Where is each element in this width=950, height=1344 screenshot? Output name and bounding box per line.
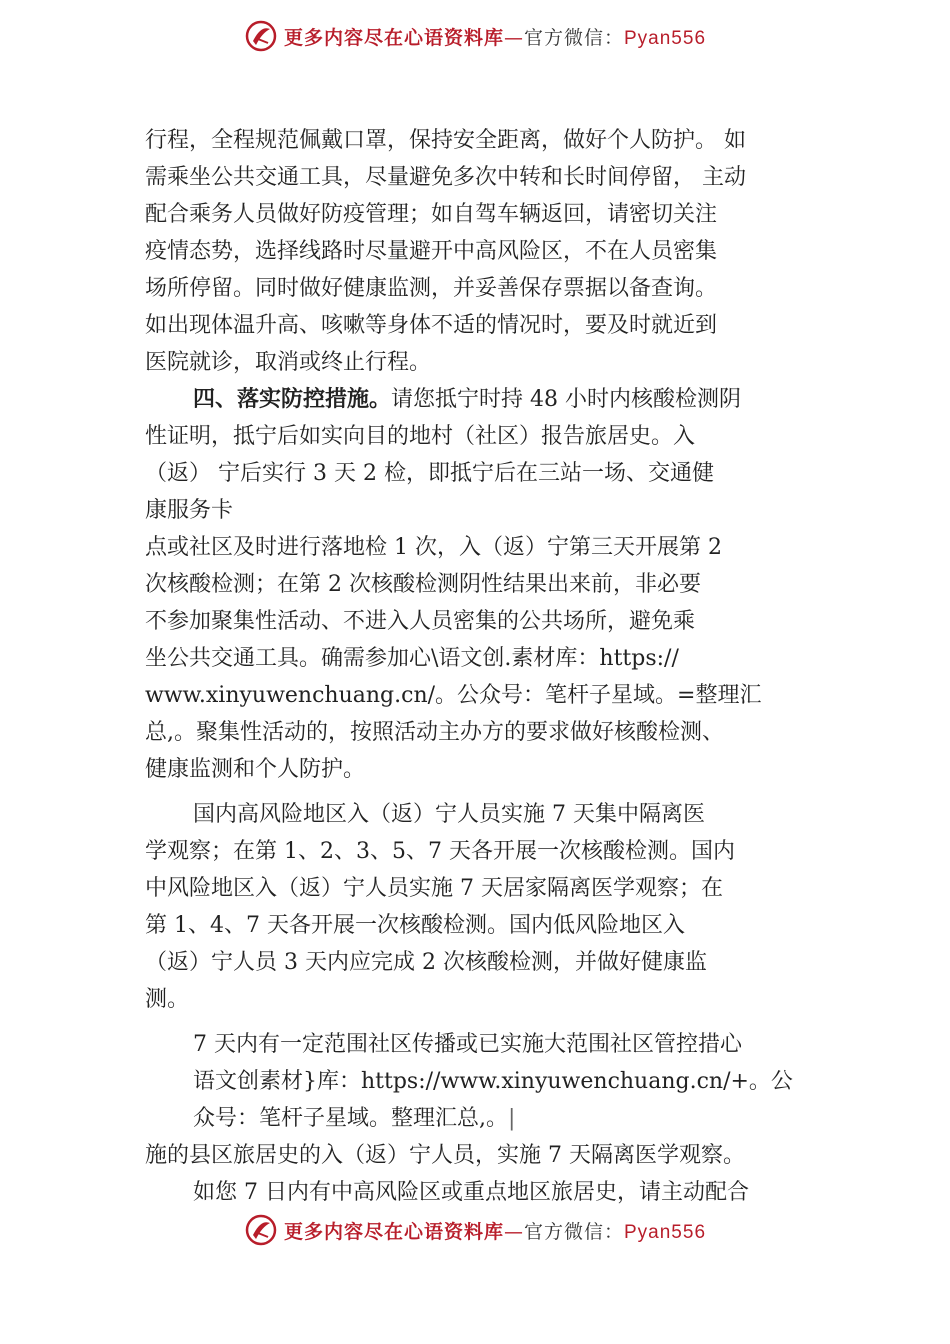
header-main-text: 更多内容尽在心语资料库	[283, 26, 504, 49]
footer-wechat-label: 官方微信：	[523, 1220, 624, 1243]
section-heading: 四、落实防控措施。	[193, 386, 392, 412]
paragraph-cooperate	[145, 1174, 835, 1211]
text-line: 中风险地区入（返）宁人员实施 7 天居家隔离医学观察；在	[145, 876, 723, 901]
footer-dash: —	[503, 1220, 524, 1243]
text-line: 性证明，抵宁后如实向目的地村（社区）报告旅居史。入	[145, 424, 696, 449]
text-line: 坐公共交通工具。确需参加心\语文创.素材库：https://	[145, 646, 679, 671]
text-line: 不参加聚集性活动、不进入人员密集的公共场所，避免乘	[145, 609, 696, 634]
text-span: 请您抵宁时持 48 小时内核酸检测阴	[391, 387, 741, 412]
document-body	[145, 122, 835, 1211]
text-line: 需乘坐公共交通工具，尽量避免多次中转和长时间停留， 主动	[145, 165, 746, 190]
text-line: 第 1、4、7 天各开展一次核酸检测。国内低风险地区入	[145, 913, 685, 938]
paragraph-travel	[145, 122, 835, 381]
header-text	[284, 23, 706, 50]
text-line	[145, 1100, 835, 1137]
text-line: 次核酸检测；在第 2 次核酸检测阴性结果出来前，非必要	[145, 572, 701, 597]
text-line: 疫情态势，选择线路时尽量避开中高风险区，不在人员密集	[145, 239, 718, 264]
text-line: 测。	[145, 987, 190, 1012]
text-cursor: |	[508, 1106, 516, 1131]
text-line: 医院就诊，取消或终止行程。	[145, 350, 432, 375]
text-line: 国内高风险地区入（返）宁人员实施 7 天集中隔离医	[193, 802, 705, 827]
text-line: 施的县区旅居史的入（返）宁人员，实施 7 天隔离医学观察。	[145, 1143, 745, 1168]
text-line: 行程，全程规范佩戴口罩，保持安全距离，做好个人防护。 如	[145, 128, 746, 153]
paragraph-measures	[145, 381, 835, 788]
footer-banner	[0, 1210, 950, 1250]
text-line: 如出现体温升高、咳嗽等身体不适的情况时，要及时就近到	[145, 313, 718, 338]
text-line: 点或社区及时进行落地检 1 次，入（返）宁第三天开展第 2	[145, 535, 722, 560]
text-line: 总,。聚集性活动的，按照活动主办方的要求做好核酸检测、	[145, 720, 724, 745]
text-line: 场所停留。同时做好健康监测，并妥善保存票据以备查询。	[145, 276, 718, 301]
text-line: 配合乘务人员做好防疫管理；如自驾车辆返回，请密切关注	[145, 202, 718, 227]
header-banner	[0, 16, 950, 56]
header-wechat-label: 官方微信：	[523, 26, 624, 49]
text-line: （返） 宁后实行 3 天 2 检，即抵宁后在三站一场、交通健	[145, 461, 714, 486]
paragraph-community	[145, 1026, 835, 1174]
logo-icon	[244, 1213, 278, 1247]
text-line: 如您 7 日内有中高风险区或重点地区旅居史，请主动配合	[193, 1180, 749, 1205]
text-line: 健康监测和个人防护。	[145, 757, 366, 782]
text-line: 语文创素材}库：https://www.xinyuwenchuang.cn/+。公	[193, 1069, 793, 1094]
text-line: 学观察；在第 1、2、3、5、7 天各开展一次核酸检测。国内	[145, 839, 735, 864]
header-dash: —	[503, 26, 524, 49]
text-span: 众号：笔杆子星域。整理汇总,。	[193, 1106, 508, 1131]
footer-text	[284, 1217, 706, 1244]
text-line: 7 天内有一定范围社区传播或已实施大范围社区管控措心	[193, 1032, 742, 1057]
footer-wechat-id: Pyan556	[624, 1221, 707, 1243]
footer-main-text: 更多内容尽在心语资料库	[283, 1220, 504, 1243]
text-line	[145, 381, 835, 418]
text-line: （返）宁人员 3 天内应完成 2 次核酸检测，并做好健康监	[145, 950, 707, 975]
header-wechat-id: Pyan556	[624, 27, 707, 49]
text-line: 康服务卡	[145, 498, 234, 523]
paragraph-risk-areas	[145, 796, 835, 1018]
text-line: www.xinyuwenchuang.cn/。公众号：笔杆子星域。=整理汇	[145, 683, 762, 708]
logo-icon	[244, 19, 278, 53]
